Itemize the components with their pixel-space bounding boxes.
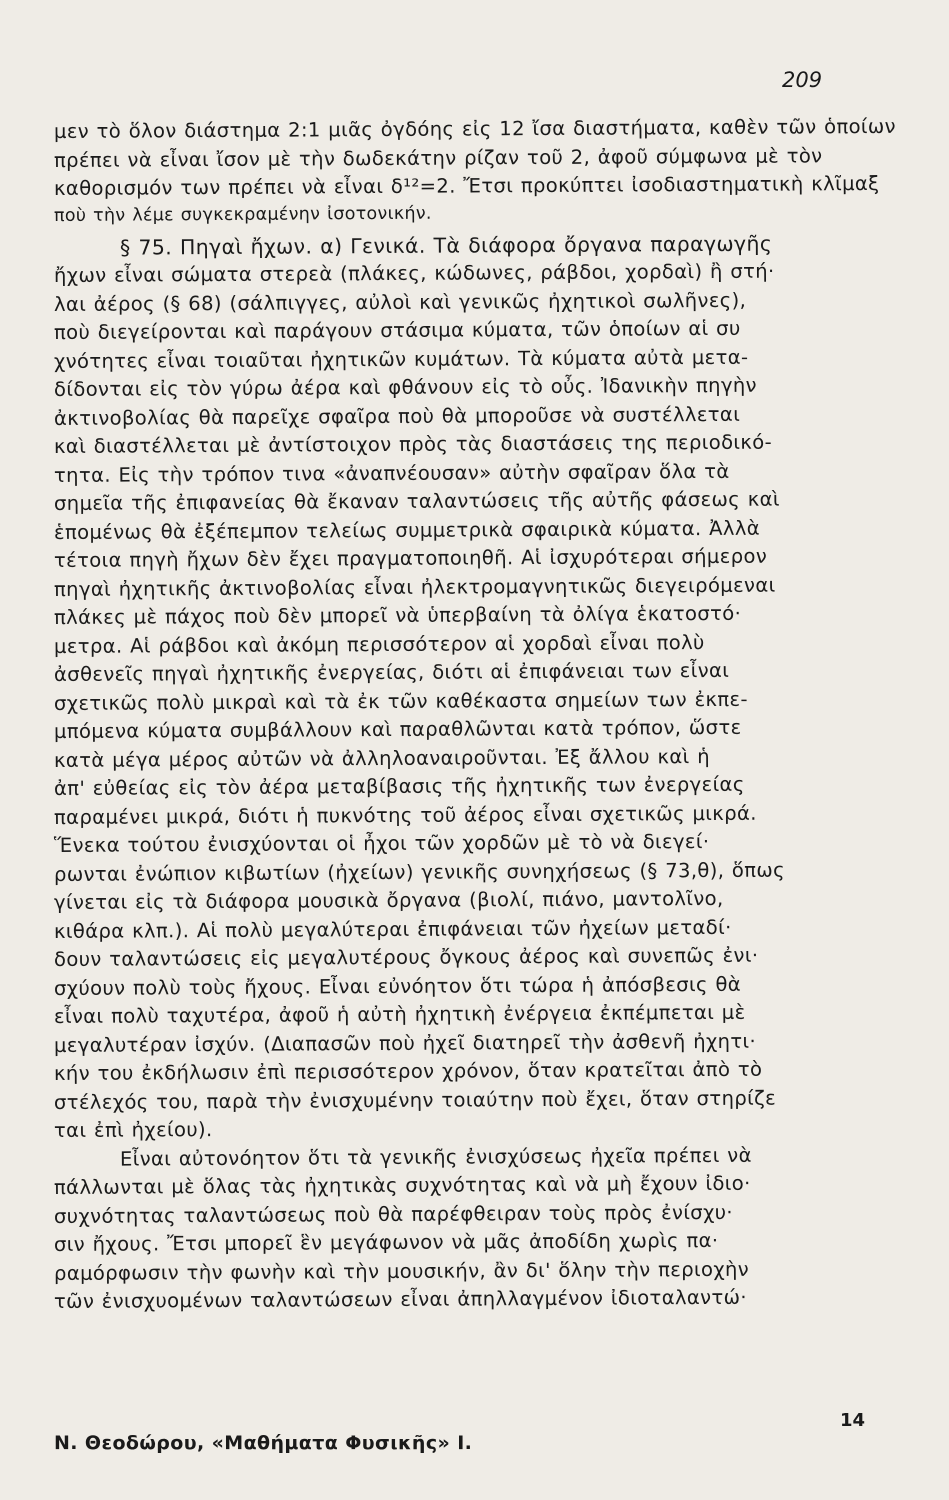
text-line: ἀπ' εὐθείας εἰς τὸν ἀέρα μεταβίβασις τῆς ἠχητικῆς των ἐνεργείας: [53, 772, 745, 800]
text-line: ἑπομένως θὰ ἐξέπεμπον τελείως συμμετρικὰ σφαιρικὰ κύματα. Ἀλλὰ: [53, 516, 761, 544]
text-line: κιθάρα κλπ.). Αἱ πολὺ μεγαλύτεραι ἐπιφάνειαι τῶν ἠχείων μεταδί·: [53, 915, 732, 943]
text-line: ἤχων εἶναι σώματα στερεὰ (πλάκες, κώδωνες, ράβδοι, χορδαὶ) ἢ στή·: [53, 259, 775, 287]
text-line: πρέπει νὰ εἶναι ἴσον μὲ τὴν δωδεκάτην ρίζαν τοῦ 2, ἀφοῦ σύμφωνα μὲ τὸν: [53, 143, 823, 172]
text-line: μετρα. Αἱ ράβδοι καὶ ἀκόμη περισσότερον αἱ χορδαὶ εἶναι πολὺ: [53, 630, 705, 658]
text-line: καθορισμόν των πρέπει νὰ εἶναι δ¹²=2. Ἔτσι προκύπτει ἰσοδιαστηματικὴ κλῖμαξ: [53, 171, 880, 200]
text-line: δουν ταλαντώσεις εἰς μεγαλυτέρους ὄγκους ἀέρος καὶ συνεπῶς ἐνι·: [53, 943, 759, 971]
text-line: γίνεται εἰς τὰ διάφορα μουσικὰ ὄργανα (βιολί, πιάνο, μαντολῖνο,: [53, 886, 724, 914]
body-text: [53, 114, 897, 1317]
text-line: πάλλωνται μὲ ὅλας τὰς ἠχητικὰς συχνότητας καὶ νὰ μὴ ἔχουν ἰδιο·: [53, 1171, 751, 1199]
text-line: κατὰ μέγα μέρος αὐτῶν νὰ ἀλληλοαναιροῦνται. Ἐξ ἄλλου καὶ ἡ: [53, 744, 710, 772]
text-line: συχνότητας ταλαντώσεως ποὺ θὰ παρέφθειραν τοὺς πρὸς ἐνίσχυ·: [53, 1200, 734, 1228]
text-line: πλάκες μὲ πάχος ποὺ δὲν μπορεῖ νὰ ὑπερβαίνη τὰ ὀλίγα ἑκατοστό·: [53, 601, 742, 629]
text-line: λαι ἀέρος (§ 68) (σάλπιγγες, αὐλοὶ καὶ γενικῶς ἠχητικοὶ σωλῆνες),: [53, 288, 747, 316]
text-line: ἀκτινοβολίας θὰ παρεῖχε σφαῖρα ποὺ θὰ μποροῦσε νὰ συστέλλεται: [53, 402, 741, 430]
text-line: στέλεχός του, παρὰ τὴν ἐνισχυμένην τοιαύτην ποὺ ἔχει, ὅταν στηρίζε: [53, 1086, 777, 1114]
text-line: ποὺ διεγείρονται καὶ παράγουν στάσιμα κύματα, τῶν ὁποίων αἱ συ: [53, 316, 741, 344]
text-line: ρωνται ἐνώπιον κιβωτίων (ἠχείων) γενικῆς συνηχήσεως (§ 73,θ), ὅπως: [53, 858, 786, 886]
text-line: μπόμενα κύματα συμβάλλουν καὶ παραθλῶνται κατὰ τρόπον, ὥστε: [53, 715, 742, 743]
text-line: χνότητες εἶναι τοιαῦται ἠχητικῶν κυμάτων. Τὰ κύματα αὐτὰ μετα-: [53, 345, 749, 373]
signature-number: 14: [840, 1410, 866, 1431]
text-line: τέτοια πηγὴ ἤχων δὲν ἔχει πραγματοποιηθῆ. Αἱ ἰσχυρότεραι σήμερον: [53, 544, 768, 572]
section-heading: § 75. Πηγαὶ ἤχων. α) Γενικά. Τὰ διάφορα ὄργανα παραγωγῆς: [119, 231, 773, 260]
text-line: ται ἐπὶ ἠχείου).: [53, 1118, 213, 1142]
text-line: Ἕνεκα τούτου ἐνισχύονται οἱ ἦχοι τῶν χορδῶν μὲ τὸ νὰ διεγεί·: [53, 829, 710, 857]
text-line: τῶν ἐνισχυομένων ταλαντώσεων εἶναι ἀπηλλαγμένον ἰδιοταλαντώ·: [53, 1285, 747, 1313]
text-line: σχύουν πολὺ τοὺς ἤχους. Εἶναι εὐνόητον ὅτι τώρα ἡ ἀπόσβεσις θὰ: [53, 972, 742, 1000]
text-line: σχετικῶς πολὺ μικραὶ καὶ τὰ ἐκ τῶν καθέκαστα σημείων των ἐκπε-: [53, 687, 748, 715]
text-line: παραμένει μικρά, διότι ἡ πυκνότης τοῦ ἀέρος εἶναι σχετικῶς μικρά.: [53, 801, 757, 829]
text-line: κήν του ἐκδήλωσιν ἐπὶ περισσότερον χρόνον, ὅταν κρατεῖται ἀπὸ τὸ: [53, 1057, 763, 1085]
text-line: καὶ διαστέλλεται μὲ ἀντίστοιχον πρὸς τὰς διαστάσεις της περιοδικό-: [53, 430, 773, 458]
page-number: 209: [782, 68, 823, 92]
text-line: πηγαὶ ἠχητικῆς ἀκτινοβολίας εἶναι ἠλεκτρομαγνητικῶς διεγειρόμεναι: [53, 573, 776, 601]
text-line: ἀσθενεῖς πηγαὶ ἠχητικῆς ἐνεργείας, διότι αἱ ἐπιφάνειαι των εἶναι: [53, 658, 730, 686]
text-line: ραμόρφωσιν τὴν φωνὴν καὶ τὴν μουσικήν, ἂν δι' ὅλην τὴν περιοχὴν: [53, 1257, 750, 1285]
text-line: σημεῖα τῆς ἐπιφανείας θὰ ἔκαναν ταλαντώσεις τῆς αὐτῆς φάσεως καὶ: [53, 487, 780, 515]
text-line: μεν τὸ ὅλον διάστημα 2:1 μιᾶς ὀγδόης εἰς 12 ἴσα διαστήματα, καθὲν τῶν ὁποίων: [53, 114, 897, 143]
text-line: τητα. Εἰς τὴν τρόπον τινα «ἀναπνέουσαν» αὐτὴν σφαῖραν ὅλα τὰ: [53, 459, 730, 487]
text-line: σιν ἤχους. Ἔτσι μπορεῖ ἓν μεγάφωνον νὰ μᾶς ἀποδίδη χωρὶς πα·: [53, 1228, 719, 1256]
text-line: δίδονται εἰς τὸν γύρω ἀέρα καὶ φθάνουν εἰς τὸ οὖς. Ἰδανικὴν πηγὴν: [53, 373, 757, 401]
text-line: ποὺ τὴν λέμε συγκεκραμένην ἰσοτονικήν.: [53, 203, 432, 226]
text-line: μεγαλυτέραν ἰσχύν. (Διαπασῶν ποὺ ἠχεῖ διατηρεῖ τὴν ἀσθενῆ ἠχητι·: [53, 1029, 757, 1057]
text-line: εἶναι πολὺ ταχυτέρα, ἀφοῦ ἡ αὐτὴ ἠχητικὴ ἐνέργεια ἐκπέμπεται μὲ: [53, 1000, 746, 1028]
footer-signature: Ν. Θεοδώρου, «Μαθήματα Φυσικῆς» Ι.: [54, 1432, 473, 1454]
text-line: Εἶναι αὐτονόητον ὅτι τὰ γενικῆς ἐνισχύσεως ἠχεῖα πρέπει νὰ: [119, 1143, 752, 1171]
